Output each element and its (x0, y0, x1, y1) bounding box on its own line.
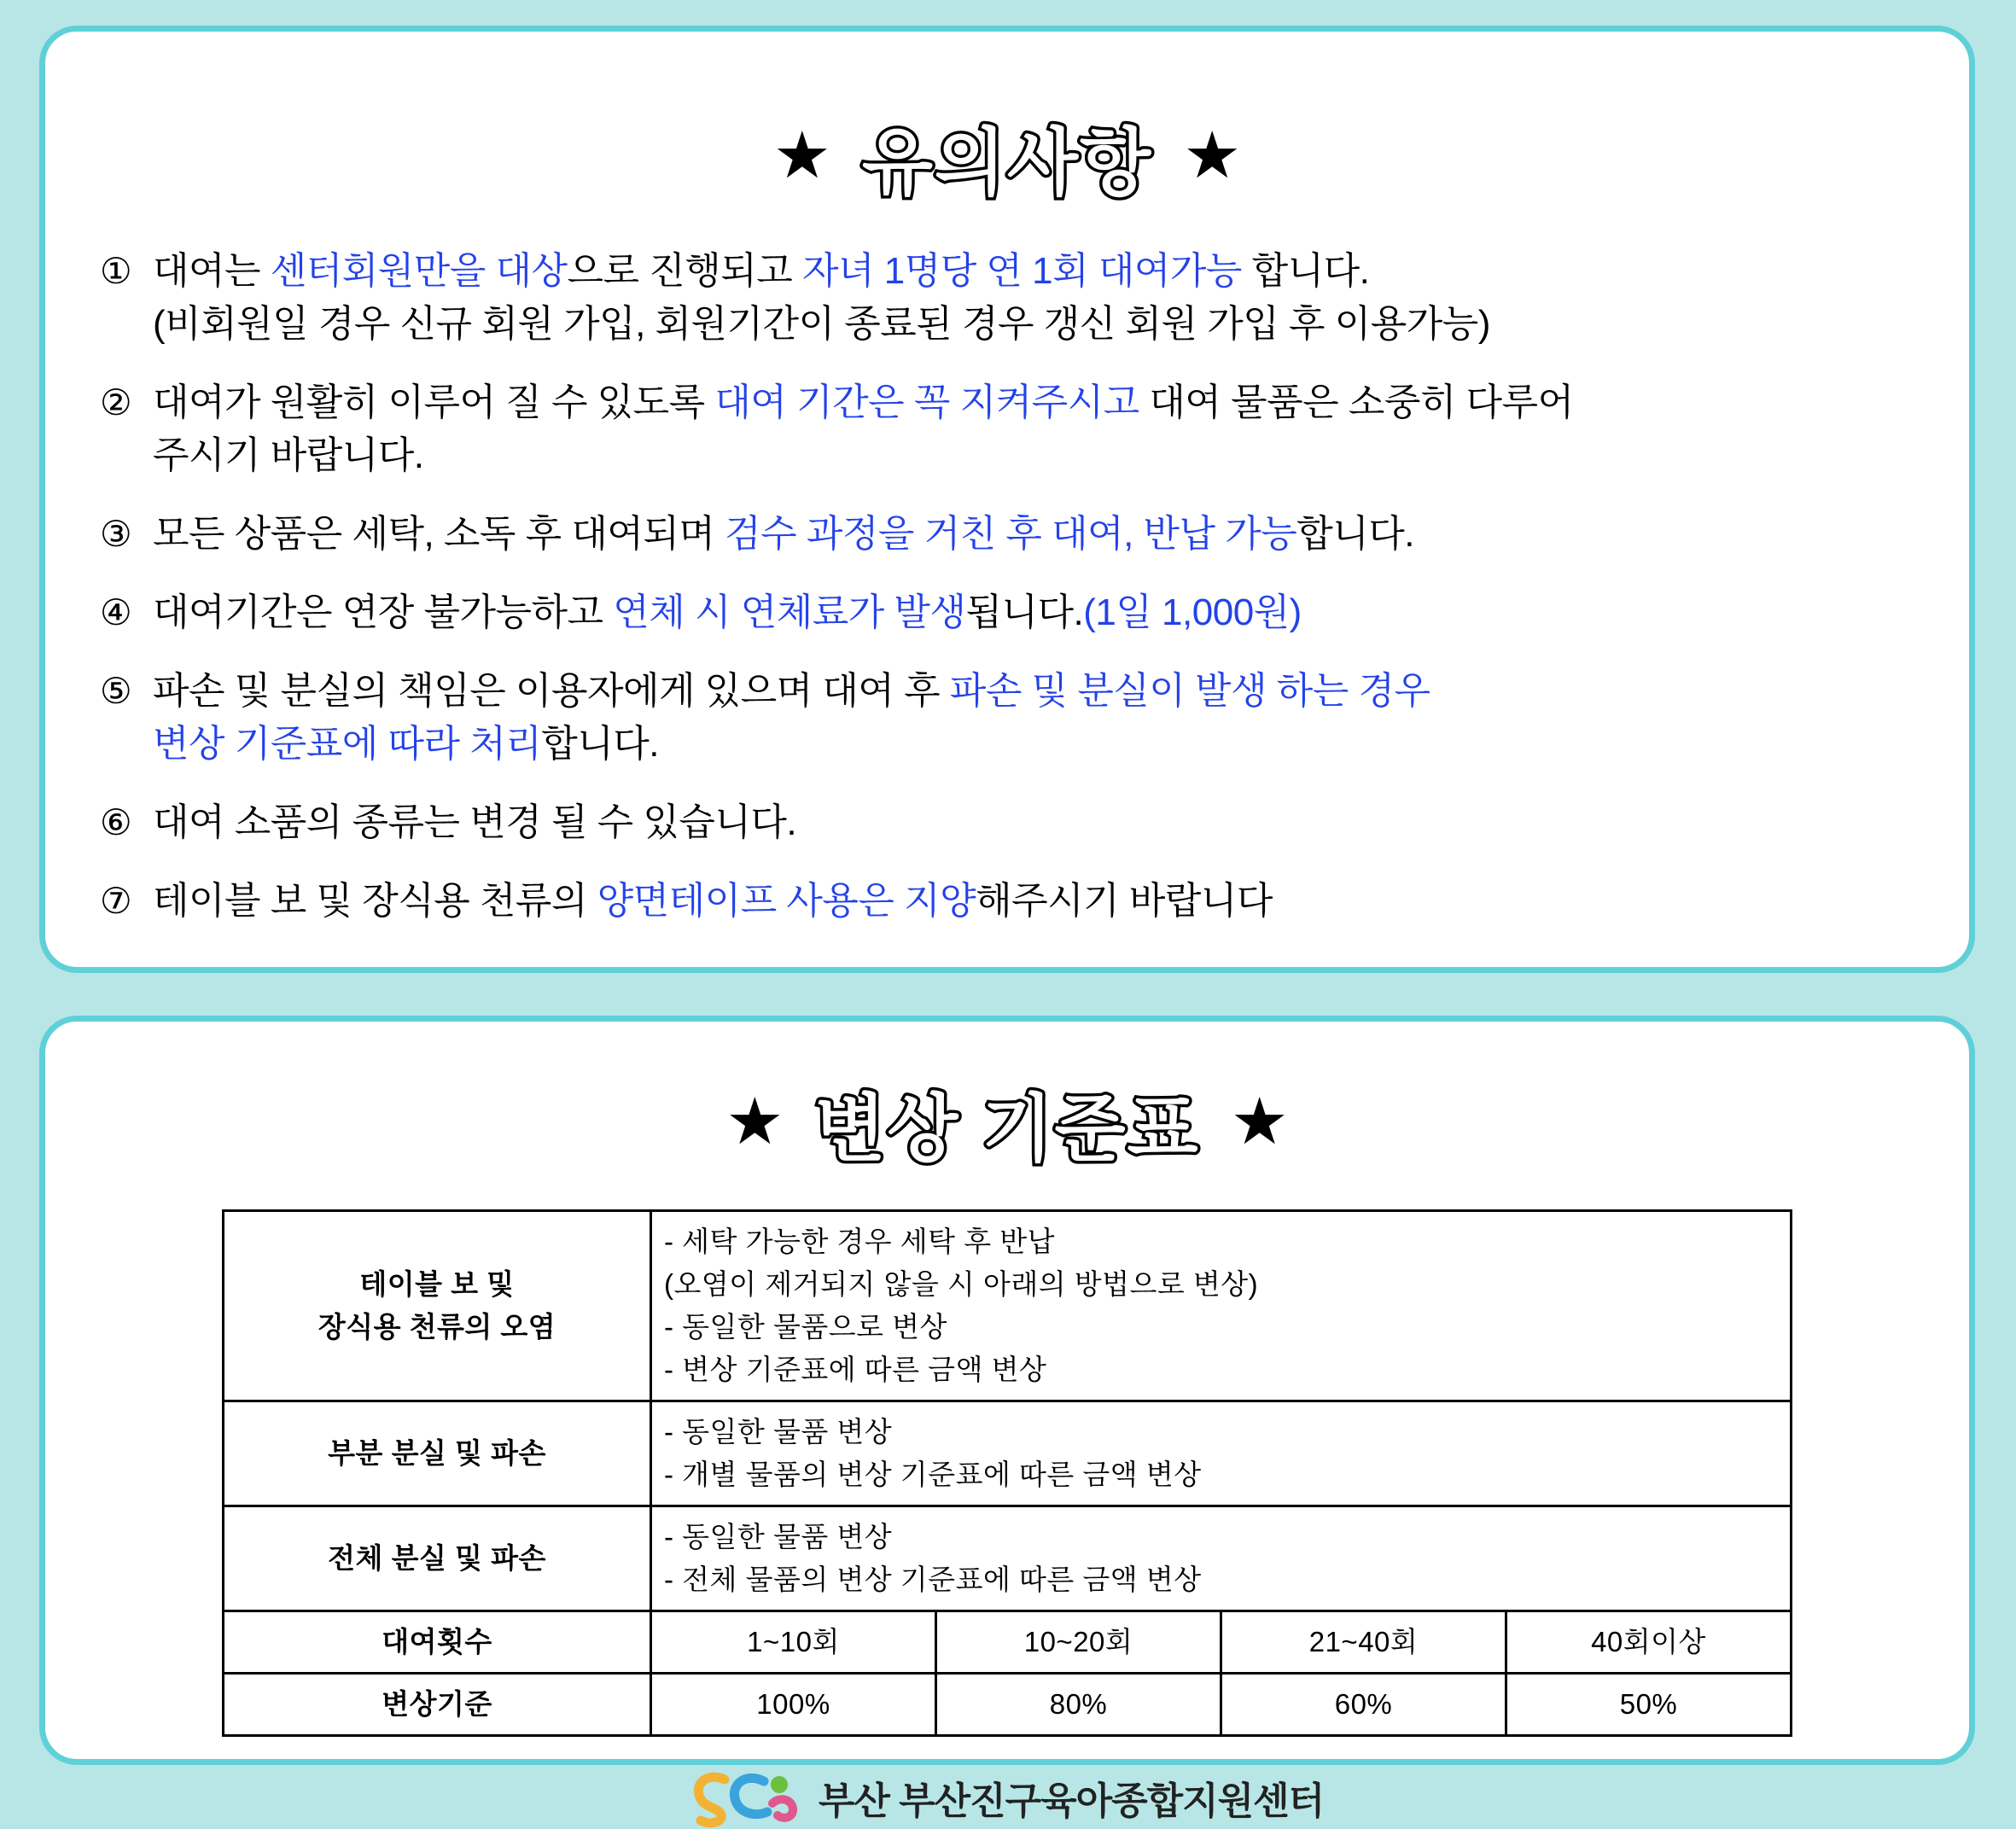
plain-text: 대여 소품의 종류는 변경 될 수 있습니다. (153, 801, 797, 843)
notice-item (100, 796, 1925, 849)
plain-text: 대여기간은 연장 불가능하고 (153, 591, 614, 633)
table-row-header-line: 전체 분실 및 파손 (328, 1542, 546, 1574)
table-detail-line: - 개별 물품의 변상 기준표에 따른 금액 변상 (664, 1459, 1202, 1490)
sc-logo-icon (690, 1766, 803, 1829)
table-row-header-line: 부분 분실 및 파손 (328, 1437, 546, 1469)
table-row-header (224, 1674, 651, 1736)
table-row-header-line: 대여횟수 (382, 1626, 492, 1657)
notice-item (100, 508, 1925, 561)
plain-text: 대여는 (153, 250, 271, 292)
table-detail-line: - 세탁 가능한 경우 세탁 후 반납 (664, 1226, 1056, 1257)
notice-item-line (153, 586, 1925, 639)
table-row-header (224, 1211, 651, 1401)
footer-center-name: 부산 부산진구육아종합지원센터 (818, 1780, 1325, 1822)
table-cell: 1~10회 (651, 1611, 936, 1674)
plain-text: 테이블 보 및 장식용 천류의 (153, 880, 597, 922)
notice-title: 유의사항 (861, 122, 1153, 204)
notice-item-text (153, 796, 1925, 849)
table-cell: 50% (1506, 1674, 1792, 1736)
compensation-card (39, 1016, 1975, 1822)
compensation-table-wrap (222, 1209, 1792, 1737)
table-row (224, 1401, 1792, 1506)
highlight-text: (1일 1,000원) (1083, 591, 1302, 633)
compensation-heading (45, 1069, 1969, 1175)
notice-item-text (153, 665, 1925, 771)
plain-text: 합니다. (1296, 513, 1415, 555)
star-icon: ★ (1183, 119, 1242, 192)
notice-item-text (153, 376, 1925, 482)
notice-item-line (153, 508, 1925, 561)
plain-text: 대여 물품은 소중히 다루어 (1139, 382, 1574, 423)
table-cell-detail (651, 1211, 1792, 1401)
table-cell: 10~20회 (936, 1611, 1221, 1674)
highlight-text: 대여 기간은 꼭 지켜주시고 (714, 382, 1139, 423)
table-detail-line: - 동일한 물품 변상 (664, 1416, 893, 1447)
notice-item-line (153, 429, 1925, 482)
table-row-header-line: 테이블 보 및 (359, 1268, 515, 1300)
table-row (224, 1611, 1792, 1674)
table-cell: 60% (1221, 1674, 1506, 1736)
table-cell: 80% (936, 1674, 1221, 1736)
compensation-table (222, 1209, 1792, 1737)
plain-text: 대여가 원활히 이루어 질 수 있도록 (153, 382, 715, 423)
footer-branding (45, 1766, 1969, 1829)
notice-item-number: ⑥ (100, 802, 132, 842)
plain-text: 됩니다. (965, 591, 1084, 633)
table-row (224, 1506, 1792, 1611)
notice-item-line (153, 245, 1925, 298)
notice-item-line (153, 298, 1925, 351)
table-cell-detail (651, 1401, 1792, 1506)
plain-text: 으로 진행되고 (567, 250, 802, 292)
notice-item-text (153, 875, 1925, 928)
table-detail-line: - 변상 기준표에 따른 금액 변상 (664, 1354, 1047, 1385)
notice-item-line (153, 665, 1925, 718)
notice-item-line (153, 796, 1925, 849)
notice-item (100, 875, 1925, 928)
star-icon: ★ (772, 119, 831, 192)
table-row-header (224, 1611, 651, 1674)
table-cell: 21~40회 (1221, 1611, 1506, 1674)
notice-item-text (153, 586, 1925, 639)
notice-item (100, 245, 1925, 351)
notice-item-number: ① (100, 251, 132, 291)
notice-heading (45, 103, 1969, 209)
table-row (224, 1674, 1792, 1736)
table-row-header-line: 장식용 천류의 오염 (318, 1311, 556, 1343)
highlight-text: 연체 시 연체료가 발생 (613, 591, 966, 633)
table-detail-line: - 동일한 물품으로 변상 (664, 1311, 947, 1343)
plain-text: 파손 및 분실의 책임은 이용자에게 있으며 대여 후 (153, 670, 950, 712)
table-cell: 40회이상 (1506, 1611, 1792, 1674)
table-row-header-line: 변상기준 (382, 1688, 492, 1720)
table-cell-detail (651, 1506, 1792, 1611)
notice-item-number: ② (100, 382, 132, 422)
notice-item-line (153, 875, 1925, 928)
notice-list (45, 245, 1969, 928)
notice-item-number: ⑦ (100, 881, 132, 921)
star-icon: ★ (725, 1086, 784, 1158)
notice-item-number: ④ (100, 592, 132, 632)
table-row-header (224, 1506, 651, 1611)
notice-item-number: ⑤ (100, 671, 132, 711)
compensation-title: 변상 기준표 (814, 1088, 1200, 1170)
plain-text: 모든 상품은 세탁, 소독 후 대여되며 (153, 513, 725, 555)
plain-text: 합니다. (541, 723, 659, 765)
notice-item (100, 586, 1925, 639)
table-detail-line: - 동일한 물품 변상 (664, 1521, 893, 1552)
notice-card (39, 26, 1975, 973)
notice-item-text (153, 508, 1925, 561)
highlight-text: 센터회원만을 대상 (270, 250, 568, 292)
highlight-text: 변상 기준표에 따라 처리 (153, 723, 542, 765)
plain-text: (비회원일 경우 신규 회원 가입, 회원기간이 종료된 경우 갱신 회원 가입 후 이용가능) (153, 303, 1490, 345)
highlight-text: 검수 과정을 거친 후 대여, 반납 가능 (725, 513, 1297, 555)
table-row-header (224, 1401, 651, 1506)
plain-text: 해주시기 바랍니다 (976, 880, 1273, 922)
notice-item (100, 665, 1925, 771)
table-cell: 100% (651, 1674, 936, 1736)
notice-item-line (153, 718, 1925, 771)
notice-item-text (153, 245, 1925, 351)
plain-text: 주시기 바랍니다. (153, 434, 424, 476)
table-detail-line: (오염이 제거되지 않을 시 아래의 방법으로 변상) (664, 1268, 1259, 1300)
highlight-text: 자녀 1명당 연 1회 대여가능 (802, 250, 1242, 292)
highlight-text: 양면테이프 사용은 지양 (597, 880, 976, 922)
notice-item (100, 376, 1925, 482)
table-detail-line: - 전체 물품의 변상 기준표에 따른 금액 변상 (664, 1564, 1202, 1595)
notice-item-number: ③ (100, 514, 132, 554)
highlight-text: 파손 및 분실이 발생 하는 경우 (949, 670, 1430, 712)
plain-text: 합니다. (1241, 250, 1370, 292)
notice-item-line (153, 376, 1925, 429)
star-icon: ★ (1230, 1086, 1289, 1158)
table-row (224, 1211, 1792, 1401)
